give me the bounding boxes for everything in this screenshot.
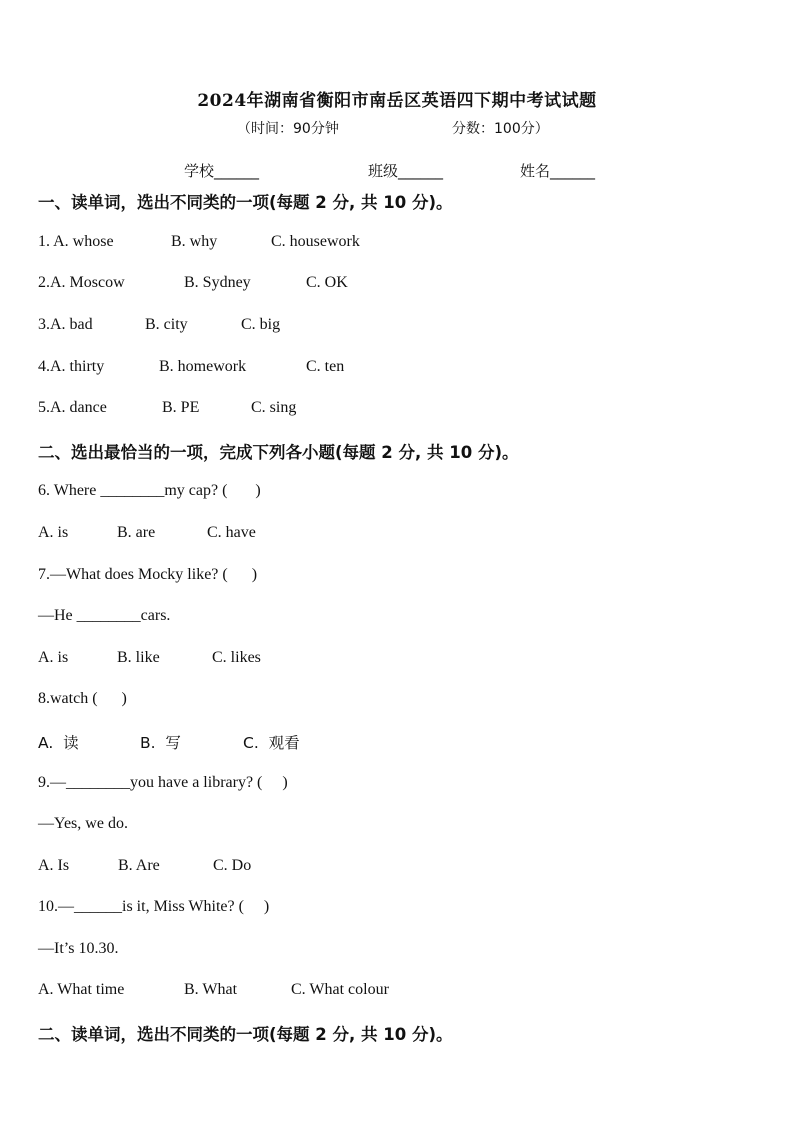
q10-reply: —It’s 10.30. (38, 940, 119, 957)
q7-option-a: A. is (38, 649, 69, 666)
q2-option-b: B. Sydney (184, 274, 251, 291)
name-field: 姓名______ (520, 162, 596, 180)
q5-option-b: B. PE (162, 399, 200, 416)
q8-stem: 8.watch ( ) (38, 690, 127, 707)
q6-stem: 6. Where ________my cap? ( ) (38, 482, 261, 499)
q8-option-a: A. 读 (38, 734, 79, 752)
q1-option-a: 1. A. whose (38, 233, 114, 250)
q8-option-c: C. 观看 (243, 734, 300, 752)
question-1 (38, 233, 778, 257)
q10-option-b: B. What (184, 981, 238, 998)
q9-option-b: B. Are (118, 857, 160, 874)
time-limit: （时间：90分钟 (237, 121, 339, 137)
q9-option-a: A. Is (38, 857, 70, 874)
section-heading-3: 二、读单词，选出不同类的一项(每题 2 分, 共 10 分)。 (38, 1025, 453, 1044)
q4-option-c: C. ten (306, 358, 345, 375)
question-5 (38, 399, 778, 423)
q10-options (38, 981, 778, 1005)
q10-option-a: A. What time (38, 981, 125, 998)
class-field: 班级______ (368, 162, 444, 180)
q8-options (38, 731, 778, 755)
section-heading-2: 二、选出最恰当的一项，完成下列各小题(每题 2 分, 共 10 分)。 (38, 443, 519, 462)
q7-option-b: B. like (117, 649, 160, 666)
q6-option-b: B. are (117, 524, 156, 541)
q6-option-c: C. have (207, 524, 256, 541)
q9-reply: —Yes, we do. (38, 815, 128, 832)
q6-options (38, 524, 778, 548)
question-3 (38, 316, 778, 340)
q3-option-c: C. big (241, 316, 281, 333)
q5-option-a: 5.A. dance (38, 399, 107, 416)
q10-stem: 10.—______is it, Miss White? ( ) (38, 898, 270, 915)
q3-option-b: B. city (145, 316, 188, 333)
q7-option-c: C. likes (212, 649, 261, 666)
q3-option-a: 3.A. bad (38, 316, 93, 333)
total-score: 分数：100分） (452, 121, 549, 137)
q7-reply: —He ________cars. (38, 607, 171, 624)
q2-option-a: 2.A. Moscow (38, 274, 125, 291)
q8-option-b: B. 写 (140, 734, 181, 752)
q4-option-a: 4.A. thirty (38, 358, 105, 375)
q7-options (38, 649, 778, 673)
school-field: 学校______ (184, 162, 260, 180)
question-4 (38, 358, 778, 382)
q9-stem: 9.—________you have a library? ( ) (38, 774, 288, 791)
q10-option-c: C. What colour (291, 981, 389, 998)
q5-option-c: C. sing (251, 399, 297, 416)
q4-option-b: B. homework (159, 358, 247, 375)
q7-stem: 7.—What does Mocky like? ( ) (38, 566, 258, 583)
q1-option-b: B. why (171, 233, 218, 250)
section-heading-1: 一、读单词，选出不同类的一项(每题 2 分, 共 10 分)。 (38, 193, 453, 212)
page-title: 2024年湖南省衡阳市南岳区英语四下期中考试试题 (197, 91, 597, 111)
q1-option-c: C. housework (271, 233, 360, 250)
q9-options (38, 857, 778, 881)
question-2 (38, 274, 778, 298)
q9-option-c: C. Do (213, 857, 252, 874)
q6-option-a: A. is (38, 524, 69, 541)
q2-option-c: C. OK (306, 274, 348, 291)
